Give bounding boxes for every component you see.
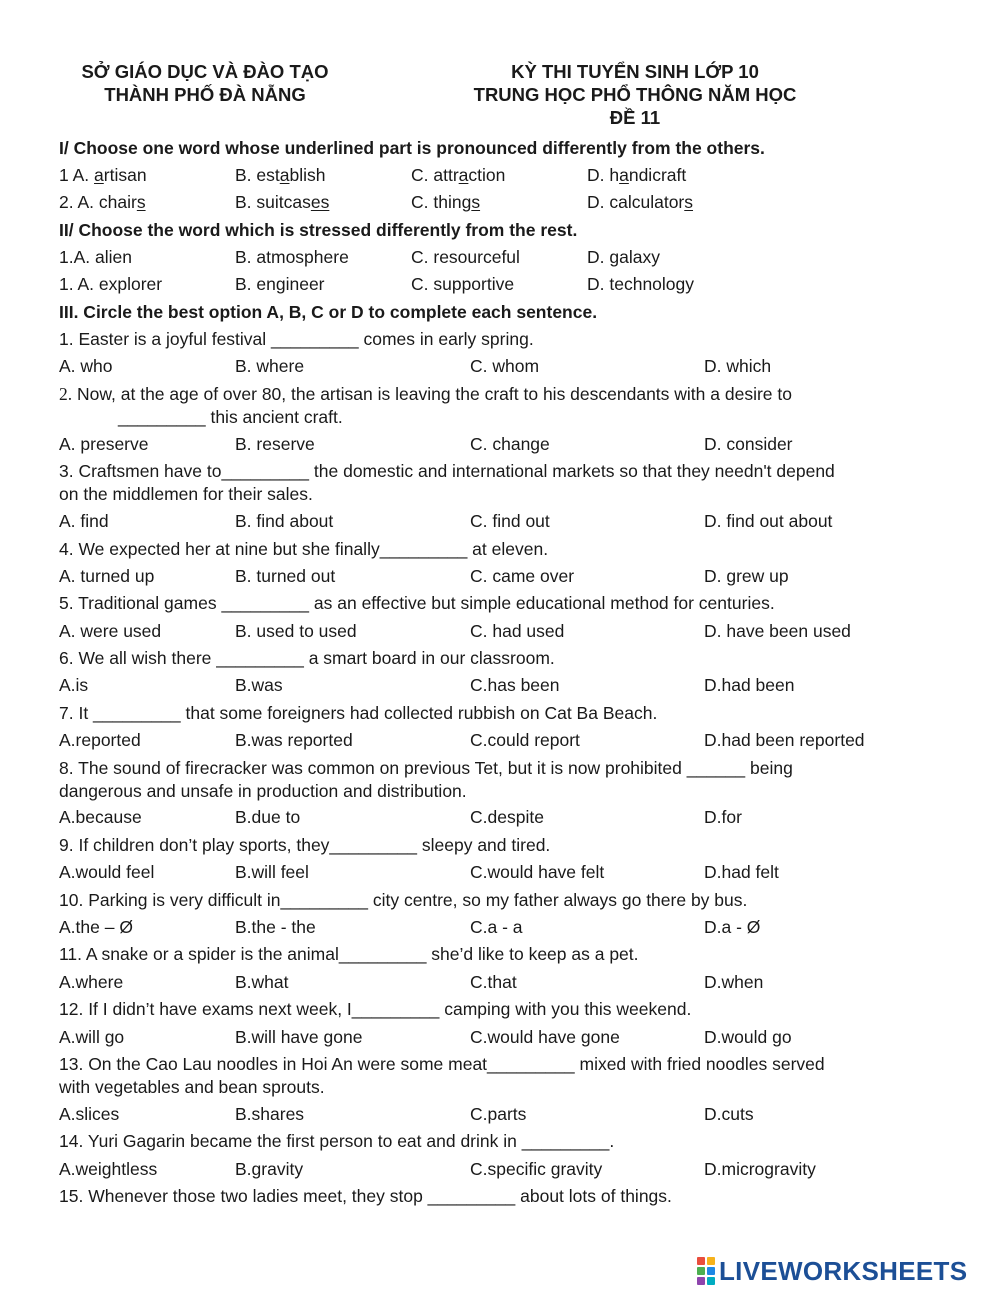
q3-option-d[interactable]: D. find out about: [704, 511, 833, 531]
option-text: D. h: [587, 165, 620, 185]
question-14: 14. Yuri Gagarin became the first person to eat and drink in _________.: [59, 1131, 615, 1151]
pron-q1-option-d[interactable]: [587, 164, 686, 186]
city-name: THÀNH PHỐ ĐÀ NẴNG: [104, 84, 306, 105]
q14-option-a[interactable]: A.weightless: [59, 1159, 158, 1179]
q13-option-a[interactable]: A.slices: [59, 1104, 120, 1124]
question-4: 4. We expected her at nine but she finally_________ at eleven.: [59, 539, 549, 559]
q11-option-a[interactable]: A.where: [59, 972, 124, 992]
q6-option-a[interactable]: A.is: [59, 675, 89, 695]
exam-title: KỲ THI TUYỂN SINH LỚP 10: [511, 61, 759, 82]
exam-code: ĐỀ 11: [609, 107, 661, 128]
q12-option-d[interactable]: D.would go: [704, 1027, 792, 1047]
question-13: 13. On the Cao Lau noodles in Hoi An were some meat_________ mixed with fried noodles served: [59, 1054, 825, 1074]
option-text: ction: [468, 165, 506, 185]
q9-option-b[interactable]: B.will feel: [235, 862, 309, 882]
q3-option-a[interactable]: A. find: [59, 511, 109, 531]
option-text: rtisan: [103, 165, 147, 185]
q4-option-d[interactable]: D. grew up: [704, 566, 789, 586]
q1-option-a[interactable]: A. who: [59, 356, 113, 376]
q12-option-c[interactable]: C.would have gone: [470, 1027, 620, 1047]
q5-option-c[interactable]: C. had used: [470, 621, 565, 641]
option-text: B. est: [235, 165, 280, 185]
question-7: 7. It _________ that some foreigners had collected rubbish on Cat Ba Beach.: [59, 703, 658, 723]
stress-q2-option-b[interactable]: B. engineer: [235, 274, 325, 294]
stress-q2-option-d[interactable]: D. technology: [587, 274, 695, 294]
q8-option-a[interactable]: A.because: [59, 807, 142, 827]
pron-q2-option-b[interactable]: [235, 191, 329, 213]
question-1: 1. Easter is a joyful festival _________ comes in early spring.: [59, 329, 534, 349]
q7-option-a[interactable]: A.reported: [59, 730, 141, 750]
question-6: 6. We all wish there _________ a smart board in our classroom.: [59, 648, 555, 668]
q10-option-a[interactable]: A.the – Ø: [59, 917, 133, 937]
q14-option-d[interactable]: D.microgravity: [704, 1159, 816, 1179]
q2-option-c[interactable]: C. change: [470, 434, 550, 454]
q2-option-a[interactable]: A. preserve: [59, 434, 149, 454]
question-9: 9. If children don’t play sports, they_________ sleepy and tired.: [59, 835, 551, 855]
q3-option-b[interactable]: B. find about: [235, 511, 334, 531]
underlined-part: s: [684, 192, 694, 212]
q1-option-b[interactable]: B. where: [235, 356, 305, 376]
q1-option-c[interactable]: C. whom: [470, 356, 540, 376]
question-3-continued: on the middlemen for their sales.: [59, 484, 313, 504]
pron-q1-option-c[interactable]: [411, 164, 505, 186]
underlined-part: s: [136, 192, 146, 212]
stress-q1-option-b[interactable]: B. atmosphere: [235, 247, 349, 267]
question-11: 11. A snake or a spider is the animal_________ she’d like to keep as a pet.: [59, 944, 639, 964]
q5-option-d[interactable]: D. have been used: [704, 621, 851, 641]
q3-option-c[interactable]: C. find out: [470, 511, 550, 531]
q9-option-c[interactable]: C.would have felt: [470, 862, 605, 882]
question-text: Now, at the age of over 80, the artisan is leaving the craft to his descendants with a desire to: [72, 384, 792, 404]
option-text: 2. A. chair: [59, 192, 137, 212]
underlined-part: a: [619, 165, 629, 185]
department-name: SỞ GIÁO DỤC VÀ ĐÀO TẠO: [81, 61, 329, 82]
section-2-heading: II/ Choose the word which is stressed differently from the rest.: [59, 220, 578, 240]
q11-option-d[interactable]: D.when: [704, 972, 764, 992]
q1-option-d[interactable]: D. which: [704, 356, 772, 376]
q13-option-b[interactable]: B.shares: [235, 1104, 305, 1124]
pron-q2-option-d[interactable]: [587, 191, 693, 213]
q11-option-b[interactable]: B.what: [235, 972, 289, 992]
option-text: ndicraft: [628, 165, 687, 185]
q2-option-d[interactable]: D. consider: [704, 434, 793, 454]
section-3-heading: III. Circle the best option A, B, C or D to complete each sentence.: [59, 302, 598, 322]
stress-q1-option-d[interactable]: D. galaxy: [587, 247, 660, 267]
question-3: 3. Craftsmen have to_________ the domestic and international markets so that they needn't depend: [59, 461, 835, 481]
exam-subtitle: TRUNG HỌC PHỔ THÔNG NĂM HỌC: [473, 84, 797, 105]
stress-q2-option-c[interactable]: C. supportive: [411, 274, 515, 294]
question-12: 12. If I didn’t have exams next week, I_________ camping with you this weekend.: [59, 999, 692, 1019]
header-right: [420, 60, 850, 129]
section-1-heading: I/ Choose one word whose underlined part is pronounced differently from the others.: [59, 138, 765, 158]
header-left: [40, 60, 370, 106]
q8-option-b[interactable]: B.due to: [235, 807, 301, 827]
option-text: D. calculator: [587, 192, 685, 212]
q13-option-d[interactable]: D.cuts: [704, 1104, 754, 1124]
q10-option-b[interactable]: B.the - the: [235, 917, 316, 937]
stress-q1-option-a[interactable]: 1.A. alien: [59, 247, 132, 267]
question-number: 2.: [59, 384, 73, 404]
liveworksheets-logo: [697, 1256, 967, 1286]
question-15: 15. Whenever those two ladies meet, they stop _________ about lots of things.: [59, 1186, 672, 1206]
brand-name: LIVEWORKSHEETS: [719, 1256, 968, 1286]
q7-option-b[interactable]: B.was reported: [235, 730, 353, 750]
q10-option-c[interactable]: C.a - a: [470, 917, 523, 937]
stress-q2-option-a[interactable]: 1. A. explorer: [59, 274, 163, 294]
question-10: 10. Parking is very difficult in_________ city centre, so my father always go there by bus.: [59, 890, 748, 910]
underlined-part: a: [94, 165, 104, 185]
question-8: 8. The sound of firecracker was common on previous Tet, but it is now prohibited ______ being: [59, 758, 793, 778]
option-text: blish: [289, 165, 326, 185]
q12-option-b[interactable]: B.will have gone: [235, 1027, 363, 1047]
question-13-continued: with vegetables and bean sprouts.: [59, 1077, 325, 1097]
q11-option-c[interactable]: C.that: [470, 972, 517, 992]
q6-option-d[interactable]: D.had been: [704, 675, 795, 695]
option-text: C. attr: [411, 165, 459, 185]
q13-option-c[interactable]: C.parts: [470, 1104, 527, 1124]
pron-q1-option-a[interactable]: [59, 164, 147, 186]
q6-option-c[interactable]: C.has been: [470, 675, 560, 695]
pron-q1-option-b[interactable]: [235, 164, 325, 186]
question-8-continued: dangerous and unsafe in production and distribution.: [59, 781, 467, 801]
underlined-part: a: [279, 165, 290, 185]
question-5: 5. Traditional games _________ as an effective but simple educational method for centuries.: [59, 593, 775, 613]
option-text: C. thing: [411, 192, 472, 212]
logo-blocks-icon: [697, 1257, 715, 1285]
q9-option-a[interactable]: A.would feel: [59, 862, 155, 882]
pron-q2-option-c[interactable]: [411, 191, 480, 213]
q7-option-c[interactable]: C.could report: [470, 730, 580, 750]
q8-option-c[interactable]: C.despite: [470, 807, 544, 827]
stress-q1-option-c[interactable]: C. resourceful: [411, 247, 520, 267]
pron-q2-option-a[interactable]: [59, 191, 146, 213]
q2-option-b[interactable]: B. reserve: [235, 434, 315, 454]
question-2: [59, 383, 792, 405]
underlined-part: es: [310, 192, 330, 212]
q5-option-b[interactable]: B. used to used: [235, 621, 357, 641]
q14-option-b[interactable]: B.gravity: [235, 1159, 304, 1179]
option-text: 1 A.: [59, 165, 95, 185]
q9-option-d[interactable]: D.had felt: [704, 862, 779, 882]
q4-option-a[interactable]: A. turned up: [59, 566, 155, 586]
q12-option-a[interactable]: A.will go: [59, 1027, 125, 1047]
q7-option-d[interactable]: D.had been reported: [704, 730, 865, 750]
q5-option-a[interactable]: A. were used: [59, 621, 162, 641]
q10-option-d[interactable]: D.a - Ø: [704, 917, 761, 937]
option-text: B. suitcas: [235, 192, 311, 212]
underlined-part: a: [458, 165, 469, 185]
underlined-part: s: [471, 192, 481, 212]
q4-option-c[interactable]: C. came over: [470, 566, 575, 586]
q8-option-d[interactable]: D.for: [704, 807, 742, 827]
question-2-continued: _________ this ancient craft.: [118, 407, 343, 427]
q4-option-b[interactable]: B. turned out: [235, 566, 336, 586]
q6-option-b[interactable]: B.was: [235, 675, 283, 695]
q14-option-c[interactable]: C.specific gravity: [470, 1159, 603, 1179]
